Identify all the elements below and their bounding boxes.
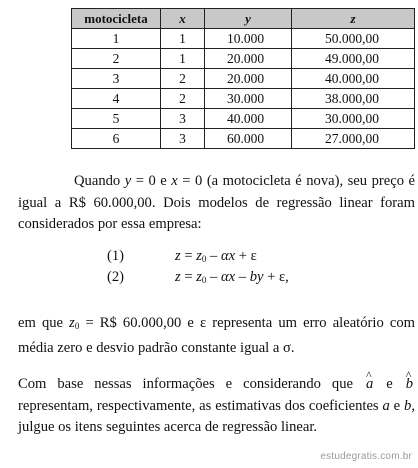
table-cell: 50.000,00 [292,29,415,49]
paragraph-instr-text-mid: e [375,376,404,392]
paragraph-instruction [18,374,415,439]
table-cell: 4 [72,89,161,109]
table-cell: 60.000 [205,129,292,149]
table-cell: 40.000,00 [292,69,415,89]
data-table [71,8,415,149]
table-cell: 30.000,00 [292,109,415,129]
table-cell: 40.000 [205,109,292,129]
table-header-row [72,9,415,29]
table-cell: 2 [161,69,205,89]
header-motocicleta: motocicleta [72,9,161,29]
var-y: y [124,173,132,189]
equation-1: $z = z_0 - \alpha x + \varepsilon$ [175,248,257,264]
header-y: y [205,9,292,29]
table-cell: 2 [161,89,205,109]
paragraph-intro [18,171,415,236]
subscript-zero: 0 [74,321,80,331]
table-row [72,109,415,129]
paragraph-instr-text-a: Com base nessas informações e considerando que [18,376,364,392]
var-x: x [171,173,178,189]
table-row [72,29,415,49]
header-z: z [292,9,415,29]
paragraph-intro-text-a: Quando [74,173,125,189]
coef-a: a [382,397,390,414]
table-cell: 1 [161,49,205,69]
table-cell: 1 [72,29,161,49]
paragraph-def-text-a: em que [18,315,70,331]
table-cell: 1 [161,29,205,49]
paragraph-instr-text-c: , julgue os itens seguintes acerca de regressão linear. [18,397,415,436]
a-hat-symbol: ^ a [364,374,375,396]
table-cell: 3 [161,129,205,149]
paragraph-def-text-b: = R$ 60.000,00 e ε representa um erro aleatório com média zero e desvio padrão constante igual a σ. [18,315,415,356]
table-row [72,89,415,109]
table-cell: 3 [72,69,161,89]
paragraph-instr-text-b: representam, respectivamente, as estimativas dos coeficientes [18,397,383,414]
equation-2-label: (2) [107,269,125,285]
equation-1-label: (1) [107,248,125,264]
watermark-footer: estudegratis.com.br [320,451,412,462]
paragraph-definition [18,313,415,359]
table-cell: 30.000 [205,89,292,109]
table-cell: 3 [161,109,205,129]
table-cell: 2 [72,49,161,69]
table-cell: 20.000 [205,49,292,69]
paragraph-intro-text-b: = 0 e [131,173,172,189]
paragraph-instr-text-e: e [389,397,405,414]
table-row [72,129,415,149]
b-hat-symbol: ^ b [404,374,415,396]
table-cell: 10.000 [205,29,292,49]
coef-b: b [404,397,412,414]
table-cell: 6 [72,129,161,149]
equation-2: $z = z_0 - \alpha x$ – by + ε, [175,269,289,285]
table-row [72,69,415,89]
table-row [72,49,415,69]
table-cell: 5 [72,109,161,129]
table-cell: 27.000,00 [292,129,415,149]
data-table-wrapper [71,8,415,149]
paragraph-intro-text-c: = 0 (a motocicleta é nova), seu preço é igual a R$ 60.000,00. Dois modelos de regressão linear foram considerados por essa empresa: [18,173,415,233]
table-cell: 49.000,00 [292,49,415,69]
var-z: z [69,315,75,331]
table-cell: 20.000 [205,69,292,89]
header-x: x [161,9,205,29]
table-cell: 38.000,00 [292,89,415,109]
